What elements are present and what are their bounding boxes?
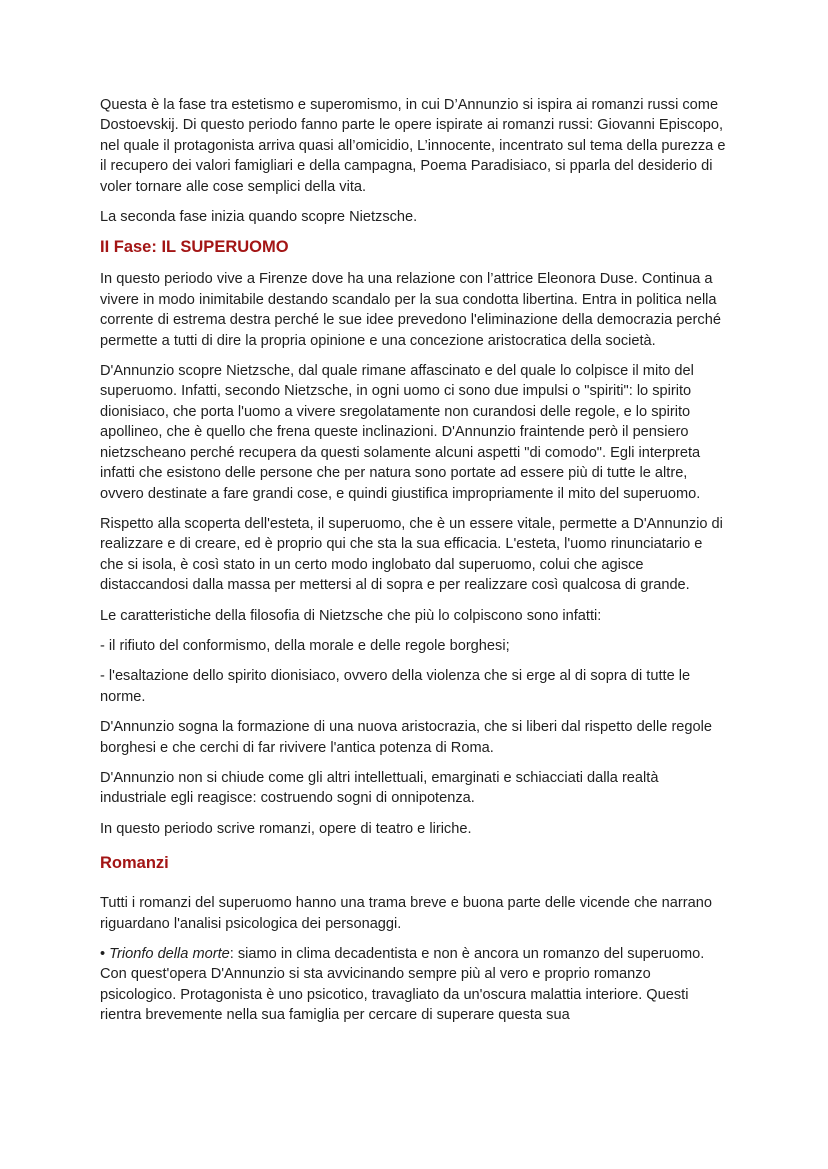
list-item-dionisiaco: - l'esaltazione dello spirito dionisiaco, ovvero della violenza che si erge al di sopra di tutte le norme. <box>100 668 691 705</box>
bullet: • <box>100 946 110 962</box>
list-item-trionfo <box>100 944 728 1026</box>
section-heading-superuomo: II Fase: IL SUPERUOMO <box>100 238 289 257</box>
paragraph-caratteristiche: Le caratteristiche della filosofia di Nietzsche che più lo colpiscono sono infatti: <box>100 607 602 624</box>
paragraph-romanzi-intro: Tutti i romanzi del superuomo hanno una trama breve e buona parte delle vicende che narrano riguardano l'analisi psicologica dei personaggi. <box>100 895 712 932</box>
paragraph-nietzsche: D'Annunzio scopre Nietzsche, dal quale rimane affascinato e del quale lo colpisce il mito del superuomo. Infatti, secondo Nietzsche, in ogni uomo ci sono due impulsi o "spiriti": lo spirito dionisiaco, che porta l'uomo a vivere sregolatamente non curandosi delle regole, e lo spirito apollineo, che è quello che frena queste inclinazioni. D'Annunzio fraintende però il pensiero nietzscheano perché recupera da questi solamente alcuni aspetti "di comodo". Egli interpreta infatti che esistono delle persone che per natura sono portate ad essere più di tutte le altre, ovvero destinate a fare grandi cose, e quindi giustifica impropriamente il mito del superuomo. <box>100 363 701 502</box>
intro-paragraph-2: La seconda fase inizia quando scopre Nietzsche. <box>100 209 418 226</box>
paragraph-intellettuali: D'Annunzio non si chiude come gli altri intellettuali, emarginati e schiacciati dalla realtà industriale egli reagisce: costruendo sogni di onnipotenza. <box>100 769 659 807</box>
book-title-trionfo: Trionfo della morte <box>109 946 230 962</box>
intro-paragraph-1: Questa è la fase tra estetismo e superomismo, in cui D’Annunzio si ispira ai romanzi russi come Dostoevskij. Di questo periodo fanno parte le opere ispirate ai romanzi russi: Giovanni Episcopo, nel quale il protagonista arriva quasi all’omicidio, L’innocente, incentrato sul tema della purezza e il recupero dei valori famigliari e della campagna, Poema Paradisiaco, si pparla del desiderio di voler tornare alle cose semplici della vita. <box>100 97 726 195</box>
paragraph-aristocrazia: D'Annunzio sogna la formazione di una nuova aristocrazia, che si liberi dal rispetto delle regole borghesi e che cerchi di far rivivere l'antica potenza di Roma. <box>100 719 713 756</box>
trionfo-description: : siamo in clima decadentista e non è ancora un romanzo del superuomo. Con quest'opera D'Annunzio si sta avvicinando sempre più al vero e proprio romanzo psicologico. Protagonista è uno psicotico, travagliato da un'oscura malattia interiore. Questi rientra brevemente nella sua famiglia per cercare di superare questa sua <box>100 946 705 1024</box>
paragraph-firenze: In questo periodo vive a Firenze dove ha una relazione con l’attrice Eleonora Duse. Continua a vivere in modo inimitabile destando scandalo per la sua condotta libertina. Entra in politica nella corrente di estrema destra perché le sue idee prevedono l'eliminazione della democrazia perché permette a tutti di dire la propria opinione e una concezione aristocratica della società. <box>100 271 721 349</box>
list-item-conformismo: - il rifiuto del conformismo, della morale e delle regole borghesi; <box>100 637 510 654</box>
paragraph-opere: In questo periodo scrive romanzi, opere di teatro e liriche. <box>100 820 472 837</box>
paragraph-esteta: Rispetto alla scoperta dell'esteta, il superuomo, che è un essere vitale, permette a D'Annunzio di realizzare e di creare, ed è proprio qui che sta la sua efficacia. L'esteta, l'uomo rinunciatario e che si isola, è così stato in un certo modo inglobato dal superuomo, colui che agisce distaccandosi dalla massa per mettersi al di sopra e per realizzare così qualcosa di grande. <box>100 515 723 594</box>
section-heading-romanzi: Romanzi <box>100 854 169 873</box>
